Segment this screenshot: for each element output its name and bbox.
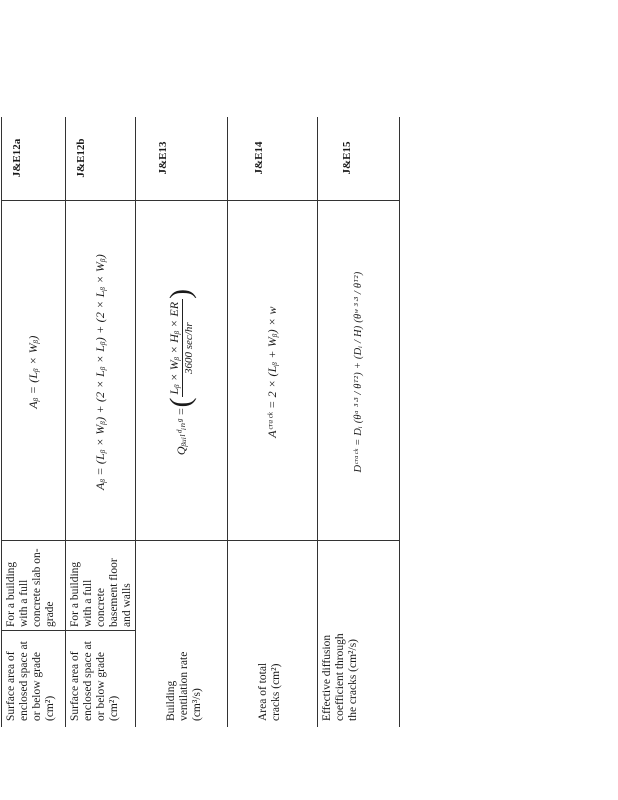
equation: Aᵦ = (Lᵦ × Wᵦ) (25, 335, 40, 409)
condition-cell (227, 543, 317, 627)
equation: Dᶜʳᵃᶜᵏ = Dᵢ (θᵃ ³ᐧ³ / θᵀ²) + (Dᵢ / H) (θʷ ³ᐧ³ / θᵀ²) (353, 271, 364, 473)
equation-cell (317, 207, 399, 537)
equation-lhs: Qᵦᵤᵢₗᵈᵢₙᵍ = (173, 407, 188, 456)
left-paren: ( (164, 397, 197, 408)
table-row (1, 117, 65, 727)
fraction-denominator: 3600 sec/hr (183, 322, 195, 375)
quantity-cell: Building ventilation rate (cm³/s) (165, 651, 203, 721)
quantity-cell: Effective diffusion coefficient through the cracks (cm²/s) (321, 633, 359, 721)
condition-cell: For a building with a full concrete basement floor and walls (69, 558, 133, 627)
table-bottom-border (399, 117, 400, 727)
quantity-cell: Surface area of enclosed space at or below grade (cm²) (69, 641, 120, 721)
reference-cell: J&E14 (253, 141, 265, 175)
table-row (135, 117, 227, 727)
right-paren: ) (164, 288, 197, 299)
reference-cell: J&E15 (341, 141, 353, 175)
table-row (227, 117, 317, 727)
reference-cell: J&E13 (157, 141, 169, 175)
fraction-numerator: Lᵦ × Wᵦ × Hᵦ × ER (167, 299, 183, 398)
equation-cell (227, 207, 317, 537)
condition-cell (317, 543, 399, 627)
table-row (317, 117, 399, 727)
equation-fraction (167, 299, 195, 398)
rotated-equation-table (1, 117, 401, 727)
equation-cell (135, 207, 227, 537)
reference-cell: J&E12a (11, 138, 23, 178)
condition-cell: For a building with a full concrete slab on-grade (5, 548, 56, 627)
equation: Aᵦ = (Lᵦ × Wᵦ) + (2 × Lᵦ × Lᵦ) + (2 × Lᵦ × Wᵦ) (92, 254, 107, 490)
quantity-cell: Surface area of enclosed space at or below grade (cm²) (5, 641, 56, 721)
equation: Aᶜʳᵃᶜᵏ = 2 × (Lᵦ + Wᵦ) × w (264, 306, 279, 438)
condition-cell (135, 543, 227, 627)
reference-cell: J&E12b (75, 138, 87, 178)
equation-cell (1, 207, 65, 537)
equation-cell (65, 207, 135, 537)
quantity-cell: Area of total cracks (cm²) (257, 662, 282, 721)
table-row (65, 117, 135, 727)
